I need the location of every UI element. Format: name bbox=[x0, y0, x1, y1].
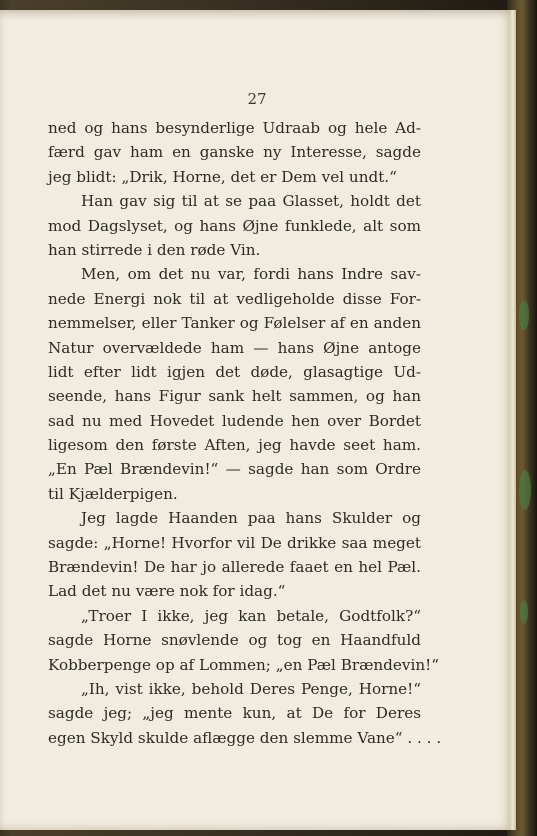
text-line: Han gav sig til at se paa Glasset, holdt det bbox=[81, 192, 421, 211]
text-line: nede Energi nok til at vedligeholde disse For- bbox=[48, 289, 421, 308]
text-line: sagde jeg; „jeg mente kun, at De for Deres bbox=[48, 704, 421, 723]
page-edge bbox=[510, 10, 516, 830]
text-line: sad nu med Hovedet ludende hen over Bordet bbox=[48, 411, 421, 430]
text-line: Jeg lagde Haanden paa hans Skulder og bbox=[81, 509, 421, 528]
text-line: seende, hans Figur sank helt sammen, og han bbox=[48, 387, 421, 406]
text-line: Natur overvældede ham — hans Øjne antoge bbox=[48, 338, 421, 357]
text-line: han stirrede i den røde Vin. bbox=[48, 240, 261, 259]
text-line: Lad det nu være nok for idag.“ bbox=[48, 582, 286, 601]
text-line: nemmelser, eller Tanker og Følelser af en anden bbox=[48, 314, 421, 333]
text-line: sagde Horne snøvlende og tog en Haandfuld bbox=[48, 631, 421, 650]
cover-stain bbox=[519, 300, 529, 330]
text-line: egen Skyld skulde aflægge den slemme Vane“ . . . . bbox=[48, 728, 442, 747]
text-line: jeg blidt: „Drik, Horne, det er Dem vel undt.“ bbox=[48, 167, 397, 186]
text-line: „Ih, vist ikke, behold Deres Penge, Horne!“ bbox=[81, 679, 421, 698]
text-line: ned og hans besynderlige Udraab og hele Ad- bbox=[48, 119, 421, 137]
text-line: ligesom den første Aften, jeg havde seet ham. bbox=[48, 436, 421, 455]
text-line: Kobberpenge op af Lommen; „en Pæl Brændevin!“ bbox=[48, 655, 439, 674]
text-line: Men, om det nu var, fordi hans Indre sav- bbox=[81, 265, 421, 284]
text-line: sagde: „Horne! Hvorfor vil De drikke saa meget bbox=[48, 533, 421, 552]
text-line: til Kjælderpigen. bbox=[48, 484, 178, 503]
text-line: færd gav ham en ganske ny Interesse, sagde bbox=[48, 143, 421, 162]
text-line: mod Dagslyset, og hans Øjne funklede, alt som bbox=[48, 216, 421, 235]
page-number: 27 bbox=[247, 90, 267, 108]
text-line: „En Pæl Brændevin!“ — sagde han som Ordre bbox=[48, 460, 421, 479]
cover-stain bbox=[519, 470, 531, 510]
text-line: lidt efter lidt igjen det døde, glasagtige Ud- bbox=[48, 362, 421, 381]
text-line: „Troer I ikke, jeg kan betale, Godtfolk?“ bbox=[81, 606, 421, 625]
text-line: Brændevin! De har jo allerede faaet en hel Pæl. bbox=[48, 558, 421, 577]
body-text bbox=[48, 116, 442, 750]
cover-stain bbox=[520, 600, 528, 624]
